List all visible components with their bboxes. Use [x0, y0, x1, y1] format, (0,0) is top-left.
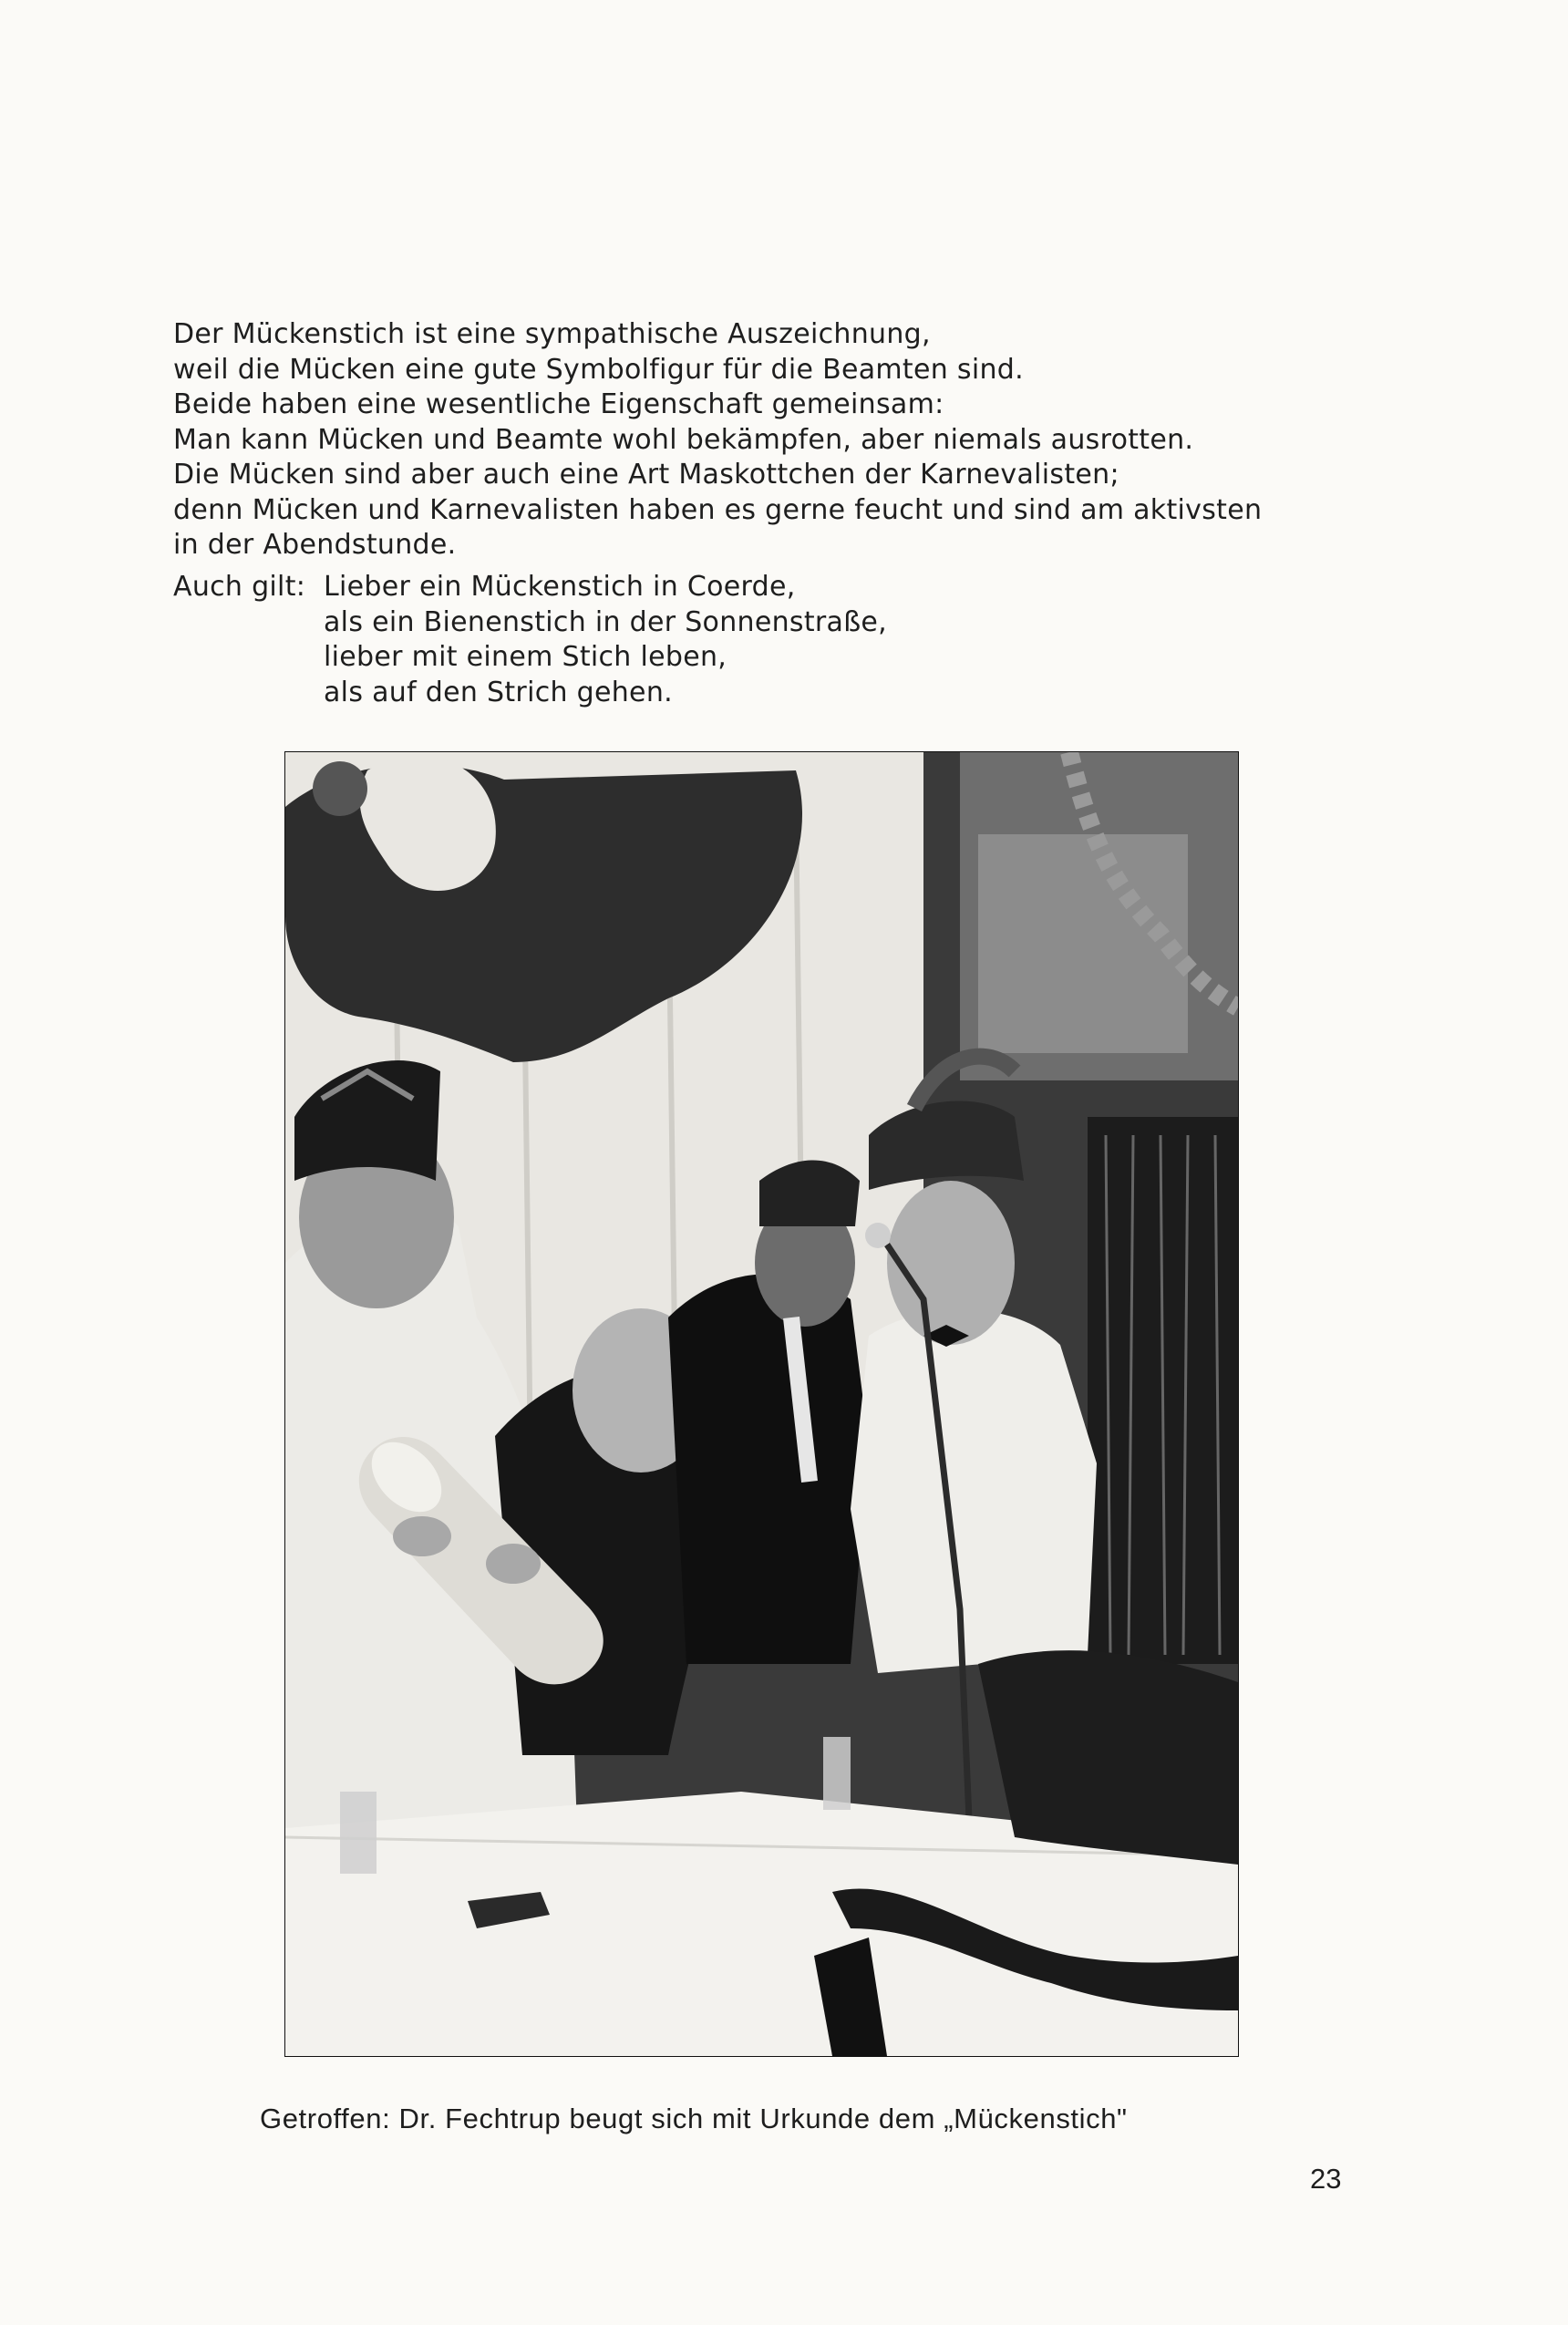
- event-photo: [284, 751, 1239, 2057]
- page-number: 23: [1310, 2163, 1342, 2195]
- body-line: weil die Mücken eine gute Symbolfigur für die Beamten sind.: [173, 353, 1024, 386]
- body-line: in der Abendstunde.: [173, 529, 457, 561]
- body-line: Die Mücken sind aber auch eine Art Maskottchen der Karnevalisten;: [173, 459, 1119, 491]
- body-line: Beide haben eine wesentliche Eigenschaft gemeinsam:: [173, 388, 944, 420]
- body-paragraph: [173, 317, 1358, 563]
- body-line: denn Mücken und Karnevalisten haben es gerne feucht und sind am aktivsten: [173, 493, 1263, 526]
- poem-verse: [324, 570, 887, 710]
- poem-lead: Auch gilt:: [173, 571, 306, 603]
- poem-line: als auf den Strich gehen.: [324, 676, 673, 708]
- photo-caption: Getroffen: Dr. Fechtrup beugt sich mit Urkunde dem „Mückenstich": [260, 2103, 1128, 2134]
- poem-line: Lieber ein Mückenstich in Coerde,: [324, 571, 796, 603]
- poem-line: lieber mit einem Stich leben,: [324, 641, 727, 673]
- body-line: Der Mückenstich ist eine sympathische Auszeichnung,: [173, 318, 931, 350]
- body-line: Man kann Mücken und Beamte wohl bekämpfen, aber niemals ausrotten.: [173, 423, 1194, 456]
- poem-line: als ein Bienenstich in der Sonnenstraße,: [324, 605, 888, 638]
- photo-illustration: [285, 752, 1238, 2056]
